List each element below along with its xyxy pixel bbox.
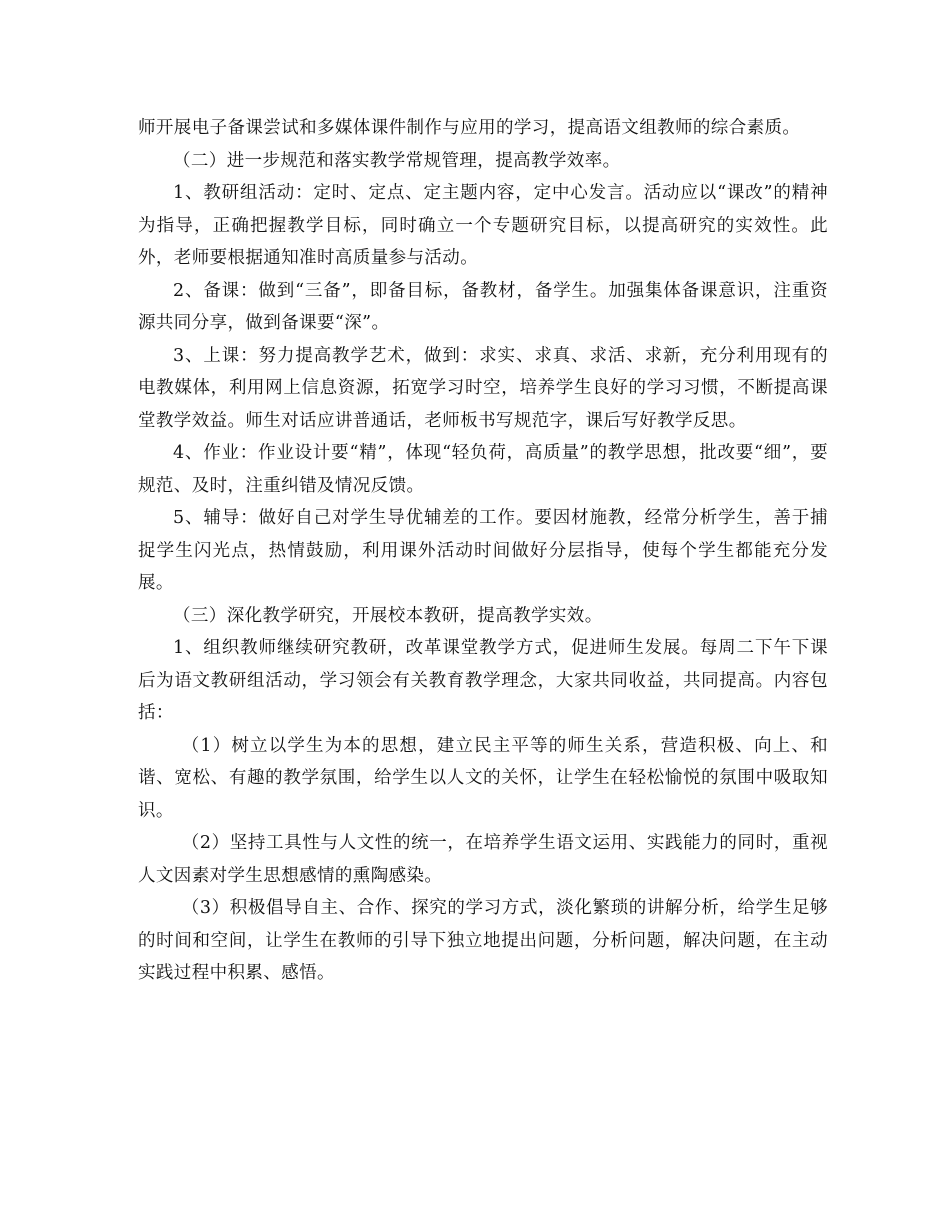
list-item-3: （3）积极倡导自主、合作、探究的学习方式，淡化繁琐的讲解分析，给学生足够的时间和空间，让学生在教师的引导下独立地提出问题，分析问题，解决问题，在主动实践过程中积累、感悟。 (138, 898, 828, 983)
paragraph-homework: 4、作业：作业设计要“精”，体现“轻负荷，高质量”的教学思想，批改要“细”，要规范、及时，注重纠错及情况反馈。 (138, 443, 828, 496)
paragraph-tutoring: 5、辅导：做好自己对学生导优辅差的工作。要因材施教，经常分析学生，善于捕捉学生闪光点，热情鼓励，利用课外活动时间做好分层指导，使每个学生都能充分发展。 (138, 508, 828, 593)
paragraph-teaching-group-activity: 1、教研组活动：定时、定点、定主题内容，定中心发言。活动应以“课改”的精神为指导，正确把握教学目标，同时确立一个专题研究目标，以提高研究的实效性。此外，老师要根据通知准时高质量参与活动。 (138, 183, 828, 268)
section-heading-2: （二）进一步规范和落实教学常规管理，提高教学效率。 (173, 150, 621, 171)
paragraph-class-teaching: 3、上课：努力提高教学艺术，做到：求实、求真、求活、求新，充分利用现有的电教媒体，利用网上信息资源，拓宽学习时空，培养学生良好的学习习惯，不断提高课堂教学效益。师生对话应讲普通话，老师板书写规范字，课后写好教学反思。 (138, 345, 828, 431)
paragraph-lesson-preparation: 2、备课：做到“三备”，即备目标，备教材，备学生。加强集体备课意识，注重资源共同分享，做到备课要“深”。 (138, 280, 828, 333)
paragraph-teaching-research: 1、组织教师继续研究教研，改革课堂教学方式，促进师生发展。每周二下午下课后为语文教研组活动，学习领会有关教育教学理念，大家共同收益，共同提高。内容包括： (138, 638, 828, 723)
section-heading-3: （三）深化教学研究，开展校本教研，提高教学实效。 (173, 605, 603, 626)
list-item-2: （2）坚持工具性与人文性的统一，在培养学生语文运用、实践能力的同时，重视人文因素对学生思想感情的熏陶感染。 (138, 833, 828, 886)
document-body (138, 112, 828, 990)
list-item-1: （1）树立以学生为本的思想，建立民主平等的师生关系，营造积极、向上、和谐、宽松、有趣的教学氛围，给学生以人文的关怀，让学生在轻松愉悦的氛围中吸取知识。 (138, 735, 828, 821)
paragraph: 师开展电子备课尝试和多媒体课件制作与应用的学习，提高语文组教师的综合素质。 (138, 118, 801, 138)
